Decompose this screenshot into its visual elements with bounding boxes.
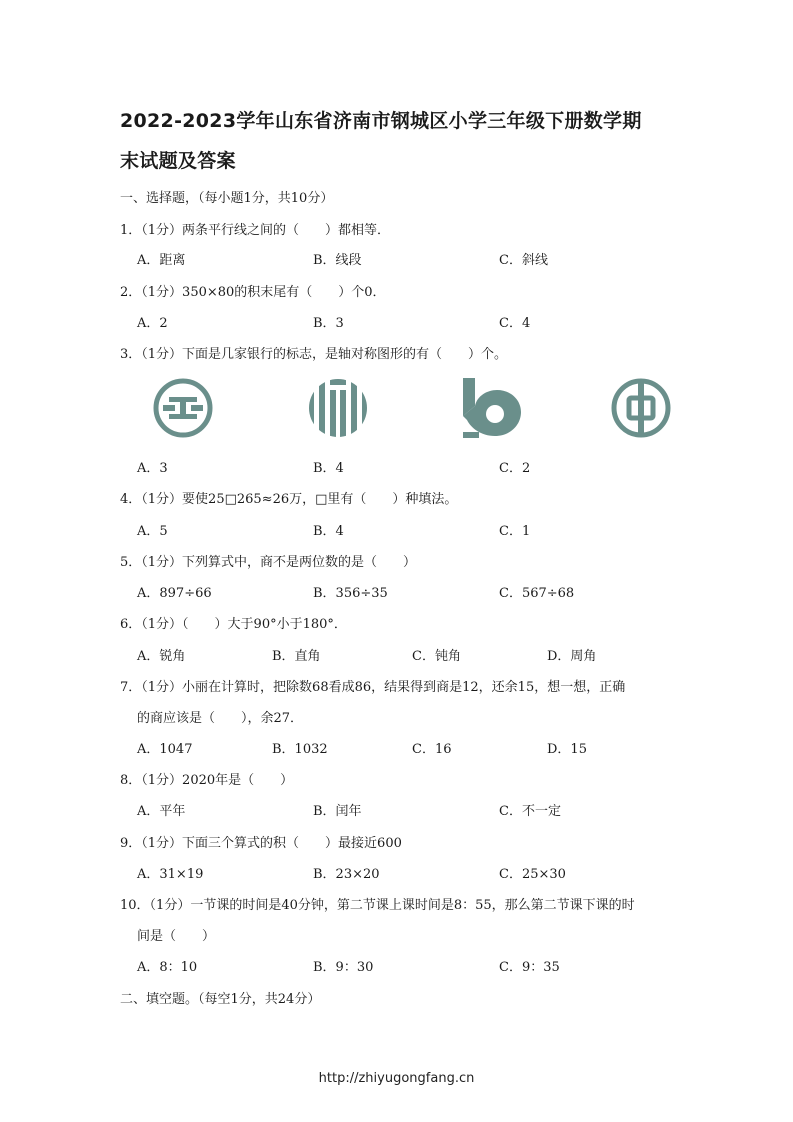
question-2-option-a: A．2	[137, 316, 168, 331]
question-4: 4．（1分）要使25□265≈26万，□里有（ ）种填法。	[120, 492, 458, 507]
question-5-option-a: A．897÷66	[137, 586, 212, 601]
question-3-option-a: A．3	[137, 461, 168, 476]
footer-url-link[interactable]: http://zhiyugongfang.cn	[318, 1071, 475, 1086]
document-title-line2: 末试题及答案	[120, 150, 236, 172]
question-7-option-d: D．15	[547, 742, 587, 757]
question-5-option-c: C．567÷68	[499, 586, 575, 601]
bank-logo-4-icon	[605, 372, 677, 444]
question-1-option-b: B．线段	[313, 253, 362, 268]
question-6-option-c: C．钝角	[412, 649, 461, 664]
document-title-line1: 2022-2023学年山东省济南市钢城区小学三年级下册数学期	[120, 110, 642, 132]
bank-logo-2-icon	[302, 372, 374, 444]
bank-logo-3-icon	[455, 372, 527, 444]
question-10-option-b: B．9：30	[313, 960, 374, 975]
question-8-option-b: B．闰年	[313, 804, 362, 819]
question-6-option-a: A．锐角	[137, 649, 186, 664]
question-5-option-b: B．356÷35	[313, 586, 388, 601]
question-4-option-b: B．4	[313, 524, 344, 539]
question-9-option-a: A．31×19	[137, 867, 204, 882]
question-8-option-c: C．不一定	[499, 804, 561, 819]
question-5: 5．（1分）下列算式中，商不是两位数的是（ ）	[120, 555, 417, 570]
question-1-option-c: C．斜线	[499, 253, 548, 268]
question-10: 10．（1分）一节课的时间是40分钟，第二节课上课时间是8：55，那么第二节课下课的时	[120, 898, 635, 913]
question-10-option-a: A．8：10	[137, 960, 198, 975]
question-2-option-c: C．4	[499, 316, 531, 331]
bank-logo-1-icon	[147, 372, 219, 444]
question-7-option-a: A．1047	[137, 742, 193, 757]
question-3-option-b: B．4	[313, 461, 344, 476]
question-7-continued: 的商应该是（ ），余27．	[137, 711, 304, 726]
bank-logos-figure	[137, 372, 670, 444]
question-2: 2．（1分）350×80的积末尾有（ ）个0．	[120, 285, 386, 300]
question-3: 3．（1分）下面是几家银行的标志，是轴对称图形的有（ ）个。	[120, 347, 508, 362]
question-4-option-a: A．5	[137, 524, 168, 539]
question-10-continued: 间是（ ）	[137, 929, 216, 944]
question-8-option-a: A．平年	[137, 804, 186, 819]
question-9-option-b: B．23×20	[313, 867, 380, 882]
question-8: 8．（1分）2020年是（ ）	[120, 773, 294, 788]
section-heading-choice: 一、选择题，（每小题1分，共10分）	[120, 191, 334, 206]
question-6: 6．（1分）（ ）大于90°小于180°．	[120, 617, 347, 632]
question-10-option-c: C．9：35	[499, 960, 560, 975]
question-7-option-c: C．16	[412, 742, 452, 757]
question-2-option-b: B．3	[313, 316, 344, 331]
question-1: 1．（1分）两条平行线之间的（ ）都相等．	[120, 223, 391, 238]
question-4-option-c: C．1	[499, 524, 531, 539]
question-9: 9．（1分）下面三个算式的积（ ）最接近600	[120, 836, 402, 851]
question-7-option-b: B．1032	[272, 742, 328, 757]
question-3-option-c: C．2	[499, 461, 531, 476]
question-6-option-d: D．周角	[547, 649, 597, 664]
question-9-option-c: C．25×30	[499, 867, 566, 882]
question-6-option-b: B．直角	[272, 649, 321, 664]
question-7: 7．（1分）小丽在计算时，把除数68看成86，结果得到商是12，还余15，想一想，正确	[120, 680, 626, 695]
section-heading-fill-in: 二、填空题。（每空1分，共24分）	[120, 992, 321, 1007]
question-1-option-a: A．距离	[137, 253, 186, 268]
